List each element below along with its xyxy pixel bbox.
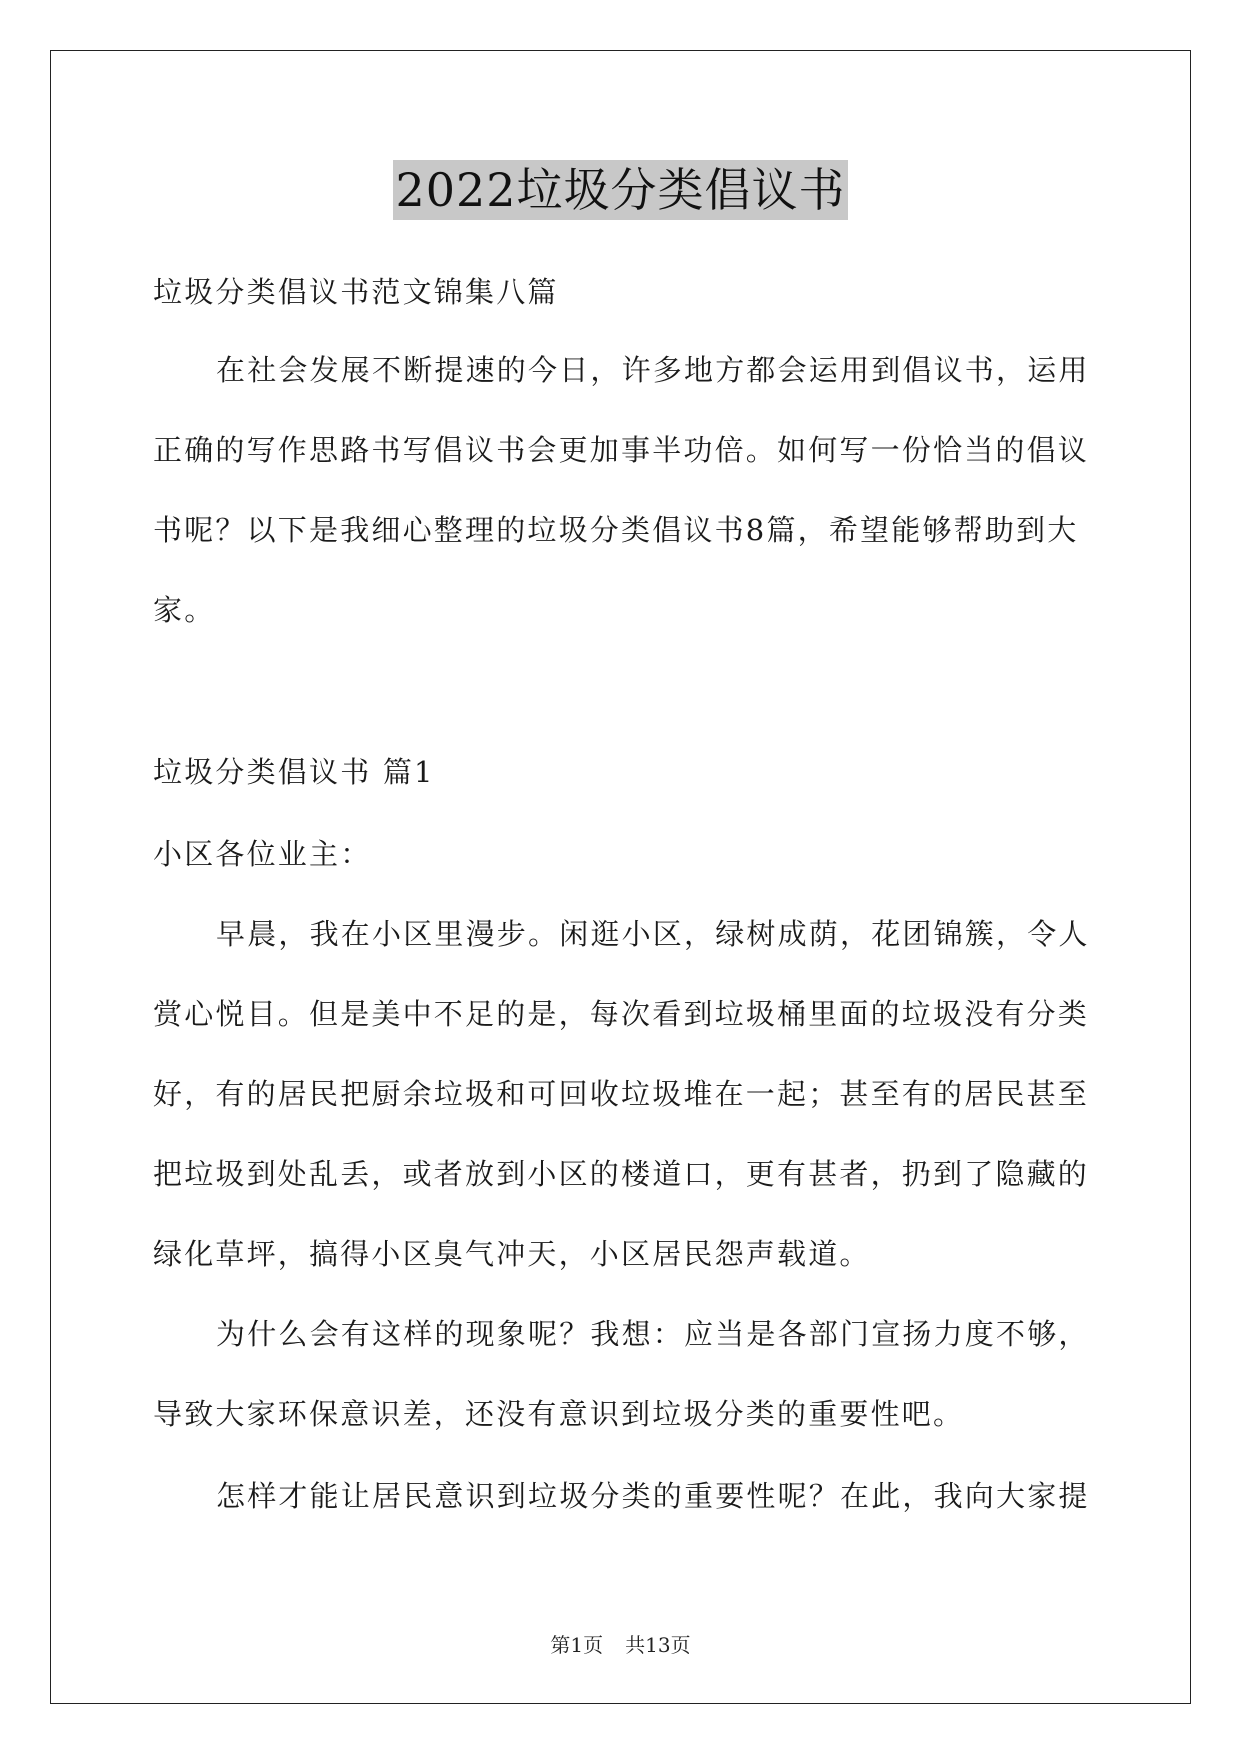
- document-title: 2022垃圾分类倡议书: [393, 160, 847, 220]
- paragraph-line: 怎样才能让居民意识到垃圾分类的重要性呢？在此，我向大家提: [216, 1479, 1090, 1513]
- page-footer: [0, 1632, 1241, 1658]
- section-heading: 垃圾分类倡议书 篇1: [153, 755, 435, 789]
- intro-line: 书呢？以下是我细心整理的垃圾分类倡议书8篇，希望能够帮助到大: [153, 513, 1079, 547]
- paragraph-line: 早晨，我在小区里漫步。闲逛小区，绿树成荫，花团锦簇，令人: [216, 917, 1090, 951]
- paragraph-line: 导致大家环保意识差，还没有意识到垃圾分类的重要性吧。: [153, 1397, 965, 1431]
- intro-line: 家。: [153, 593, 216, 627]
- intro-line: 正确的写作思路书写倡议书会更加事半功倍。如何写一份恰当的倡议: [153, 433, 1090, 467]
- salutation: 小区各位业主：: [153, 837, 372, 871]
- paragraph-line: 绿化草坪，搞得小区臭气冲天，小区居民怨声载道。: [153, 1237, 871, 1271]
- paragraph-line: 赏心悦目。但是美中不足的是，每次看到垃圾桶里面的垃圾没有分类: [153, 997, 1090, 1031]
- paragraph-line: 把垃圾到处乱丢，或者放到小区的楼道口，更有甚者，扔到了隐藏的: [153, 1157, 1090, 1191]
- page-number: 第1页: [550, 1633, 604, 1657]
- paragraph-line: 为什么会有这样的现象呢？我想：应当是各部门宣扬力度不够，: [216, 1317, 1090, 1351]
- page-total: 共13页: [625, 1633, 691, 1657]
- intro-line: 在社会发展不断提速的今日，许多地方都会运用到倡议书，运用: [216, 353, 1090, 387]
- title-container: [0, 160, 1241, 220]
- paragraph-line: 好，有的居民把厨余垃圾和可回收垃圾堆在一起；甚至有的居民甚至: [153, 1077, 1090, 1111]
- document-subtitle: 垃圾分类倡议书范文锦集八篇: [153, 275, 559, 309]
